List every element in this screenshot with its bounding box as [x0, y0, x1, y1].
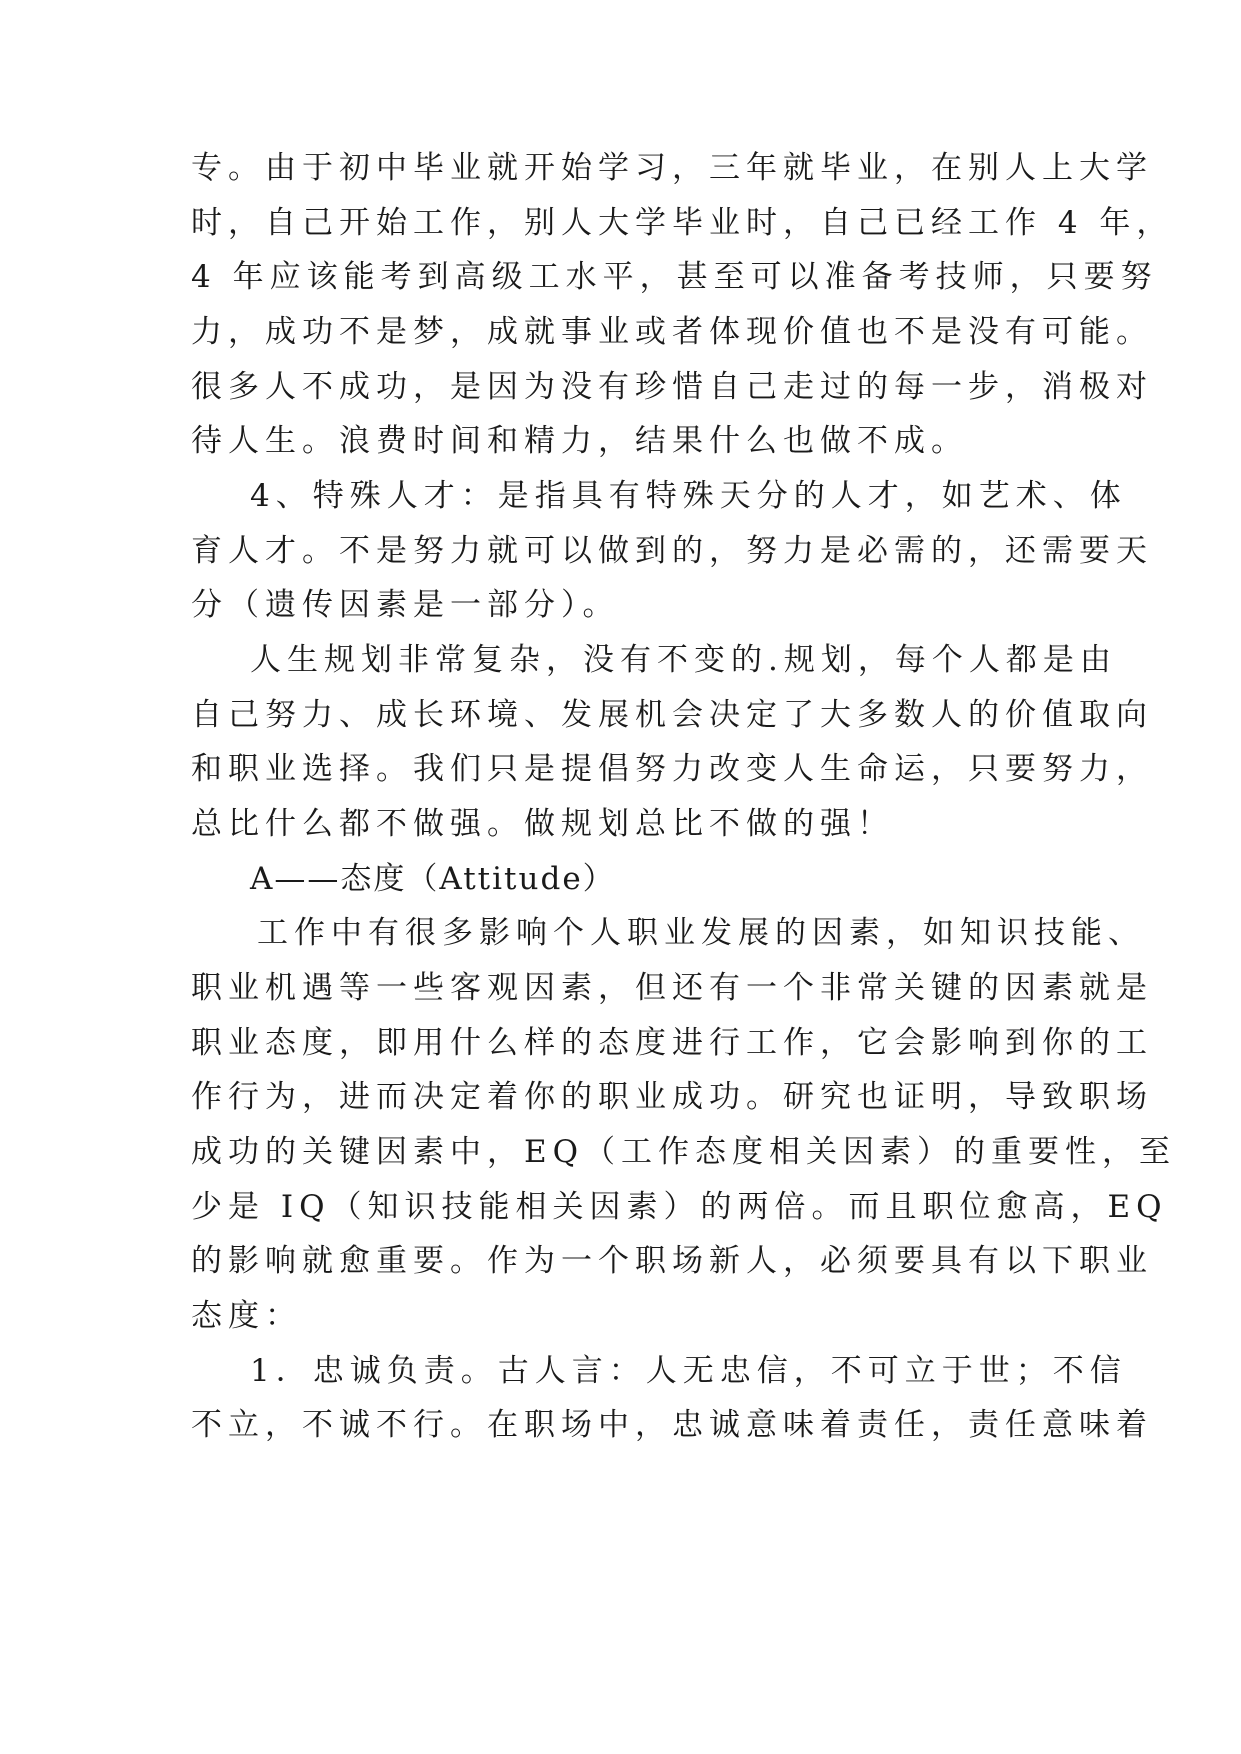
text-line: 育人才。不是努力就可以做到的，努力是必需的，还需要天 — [191, 533, 1153, 569]
text-line: 很多人不成功，是因为没有珍惜自己走过的每一步，消极对 — [191, 369, 1153, 405]
text-line: 力，成功不是梦，成就事业或者体现价值也不是没有可能。 — [191, 314, 1153, 350]
text-line: 分（遗传因素是一部分）。 — [191, 587, 620, 623]
paragraph-start-line: 工作中有很多影响个人职业发展的因素，如知识技能、 — [257, 915, 1145, 951]
text-line: 成功的关键因素中，EQ（工作态度相关因素）的重要性，至 — [191, 1134, 1177, 1170]
text-line: 总比什么都不做强。做规划总比不做的强！ — [191, 806, 894, 842]
text-line: 态度： — [191, 1298, 302, 1334]
text-line: 时，自己开始工作，别人大学毕业时，自己已经工作 4 年， — [191, 205, 1174, 241]
text-line: 4 年应该能考到高级工水平，甚至可以准备考技师，只要努 — [191, 259, 1158, 295]
text-line: 职业机遇等一些客观因素，但还有一个非常关键的因素就是 — [191, 970, 1153, 1006]
text-line: 的影响就愈重要。作为一个职场新人，必须要具有以下职业 — [191, 1243, 1153, 1279]
text-line: 和职业选择。我们只是提倡努力改变人生命运，只要努力， — [191, 751, 1153, 787]
paragraph-start-line: 人生规划非常复杂，没有不变的.规划，每个人都是由 — [250, 642, 1117, 678]
text-line: 职业态度，即用什么样的态度进行工作，它会影响到你的工 — [191, 1025, 1153, 1061]
paragraph-start-line: 4、特殊人才：是指具有特殊天分的人才，如艺术、体 — [250, 478, 1127, 514]
text-line: 待人生。浪费时间和精力，结果什么也做不成。 — [191, 423, 968, 459]
text-line: 不立，不诚不行。在职场中，忠诚意味着责任，责任意味着 — [191, 1407, 1153, 1443]
text-line: 自己努力、成长环境、发展机会决定了大多数人的价值取向 — [191, 697, 1153, 733]
text-line: 少是 IQ（知识技能相关因素）的两倍。而且职位愈高，EQ — [191, 1189, 1168, 1225]
text-line: 专。由于初中毕业就开始学习，三年就毕业，在别人上大学 — [191, 150, 1153, 186]
section-heading: A——态度（Attitude） — [250, 861, 616, 897]
paragraph-start-line: 1．忠诚负责。古人言：人无忠信，不可立于世；不信 — [250, 1353, 1127, 1389]
text-line: 作行为，进而决定着你的职业成功。研究也证明，导致职场 — [191, 1079, 1153, 1115]
